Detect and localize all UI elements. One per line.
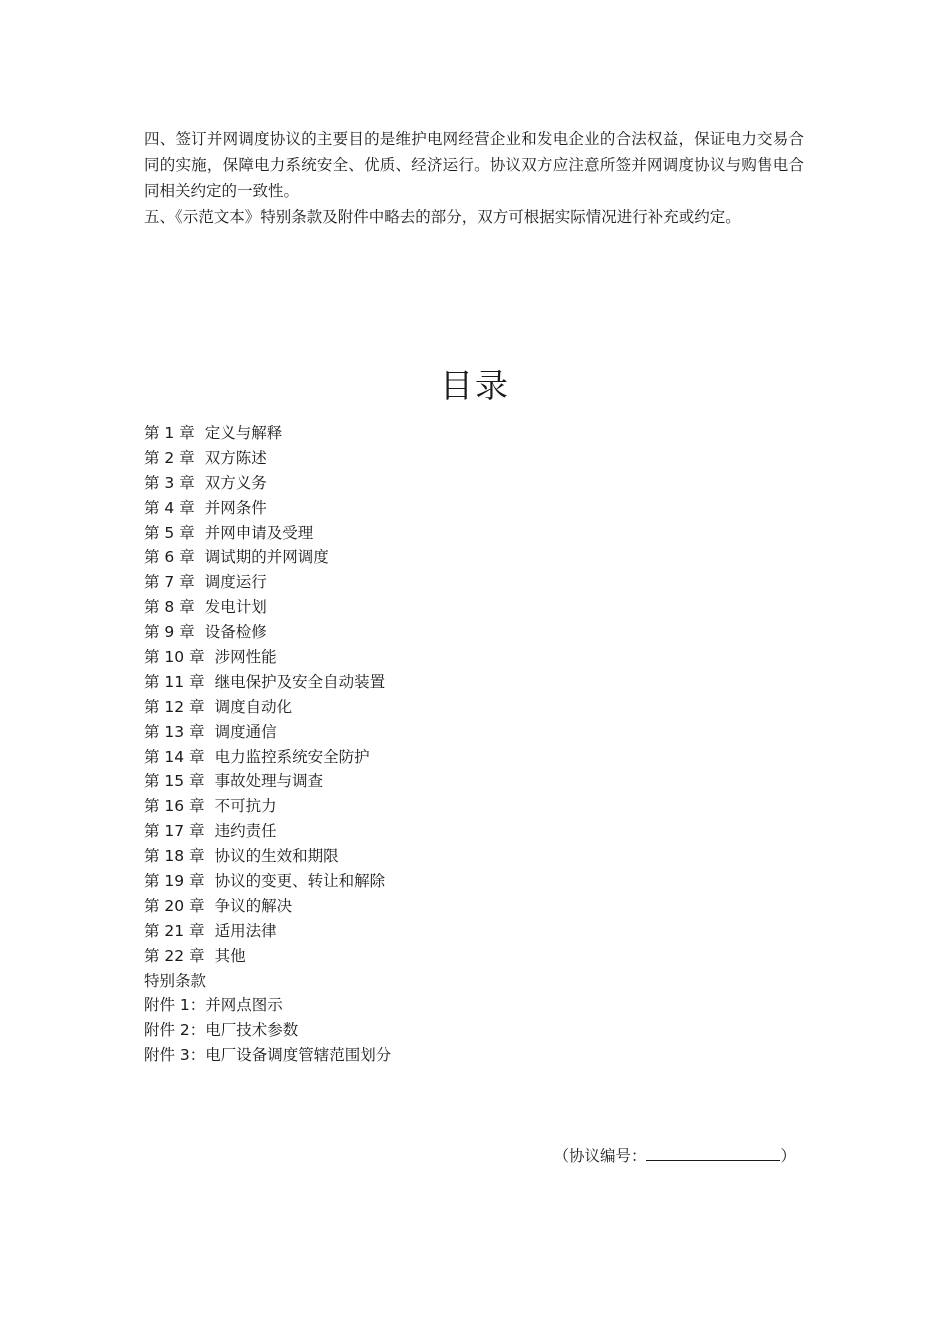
- toc-chapter-number: 第 15 章: [144, 772, 205, 791]
- toc-item-chapter-8: [144, 595, 391, 620]
- agreement-number-label: （协议编号：: [553, 1147, 647, 1165]
- toc-chapter-number: 第 14 章: [144, 747, 205, 766]
- toc-item-chapter-9: [144, 620, 391, 645]
- toc-chapter-title: 违约责任: [214, 822, 277, 841]
- toc-chapter-number: 第 1 章: [144, 424, 195, 442]
- toc-chapter-title: 协议的生效和期限: [214, 847, 339, 866]
- toc-chapter-title: 争议的解决: [214, 896, 293, 915]
- toc-item-chapter-3: [144, 471, 391, 496]
- toc-chapter-number: 第 13 章: [144, 722, 205, 741]
- toc-item-attachment-1: 附件 1：并网点图示: [144, 996, 283, 1015]
- toc-item-chapter-2: [144, 446, 391, 471]
- toc-item-chapter-14: [144, 745, 391, 770]
- toc-chapter-number: 第 10 章: [144, 648, 205, 667]
- toc-chapter-number: 第 22 章: [144, 946, 205, 965]
- toc-chapter-title: 发电计划: [204, 598, 267, 617]
- toc-item-attachment-2: 附件 2：电厂技术参数: [144, 1021, 299, 1040]
- toc-chapter-number: 第 8 章: [144, 598, 195, 617]
- toc-item-chapter-17: [144, 819, 391, 844]
- toc-chapter-number: 第 3 章: [144, 473, 195, 492]
- toc-chapter-number: 第 9 章: [144, 623, 195, 642]
- toc-chapter-title: 事故处理与调查: [214, 772, 324, 791]
- toc-chapter-title: 并网条件: [204, 498, 267, 517]
- toc-chapter-number: 第 20 章: [144, 896, 205, 915]
- toc-item-chapter-11: [144, 670, 391, 695]
- toc-chapter-title: 调度通信: [214, 722, 277, 741]
- toc-chapter-title: 设备检修: [204, 623, 267, 642]
- agreement-number-blank: [646, 1144, 780, 1161]
- toc-item-chapter-13: [144, 720, 391, 745]
- toc-chapter-title: 其他: [214, 946, 246, 965]
- toc-chapter-number: 第 11 章: [144, 672, 205, 691]
- toc-item-attachment-3: 附件 3：电厂设备调度管辖范围划分: [144, 1046, 392, 1065]
- toc-chapter-number: 第 12 章: [144, 697, 205, 716]
- intro-section: [144, 126, 804, 230]
- toc-item-special-terms: 特别条款: [144, 971, 207, 990]
- toc-item-chapter-10: [144, 645, 391, 670]
- intro-paragraph-4: 四、签订并网调度协议的主要目的是维护电网经营企业和发电企业的合法权益，保证电力交易合同的实施，保障电力系统安全、优质、经济运行。协议双方应注意所签并网调度协议与购售电合同相关约定的一致性。: [144, 130, 804, 200]
- toc-chapter-title: 调试期的并网调度: [204, 548, 329, 567]
- toc-item-chapter-16: [144, 794, 391, 819]
- toc-item-chapter-4: [144, 496, 391, 521]
- agreement-number-close: ）: [780, 1147, 796, 1165]
- toc-chapter-number: 第 17 章: [144, 822, 205, 841]
- toc-chapter-title: 不可抗力: [214, 797, 277, 816]
- toc-chapter-number: 第 7 章: [144, 573, 195, 592]
- toc-chapter-number: 第 18 章: [144, 847, 205, 866]
- toc-chapter-title: 电力监控系统安全防护: [214, 747, 370, 766]
- toc-item-chapter-15: [144, 769, 391, 794]
- toc-chapter-number: 第 2 章: [144, 448, 195, 467]
- toc-chapter-title: 定义与解释: [204, 424, 283, 442]
- toc-item-chapter-12: [144, 695, 391, 720]
- toc-chapter-number: 第 21 章: [144, 921, 205, 940]
- toc-item-chapter-21: [144, 919, 391, 944]
- toc-item-chapter-22: [144, 944, 391, 969]
- toc-chapter-title: 适用法律: [214, 921, 277, 940]
- toc-chapter-number: 第 5 章: [144, 523, 195, 542]
- toc-item-chapter-6: [144, 545, 391, 570]
- toc-chapter-title: 双方陈述: [204, 448, 267, 467]
- toc-chapter-title: 协议的变更、转让和解除: [214, 872, 386, 891]
- toc-chapter-number: 第 19 章: [144, 872, 205, 891]
- toc-item-chapter-7: [144, 570, 391, 595]
- toc-list: [144, 421, 391, 1068]
- toc-chapter-title: 双方义务: [204, 473, 267, 492]
- toc-title: 目录: [440, 366, 510, 405]
- toc-item-chapter-5: [144, 521, 391, 546]
- toc-chapter-title: 继电保护及安全自动装置: [214, 672, 386, 691]
- intro-paragraph-5: 五、《示范文本》特别条款及附件中略去的部分，双方可根据实际情况进行补充或约定。: [144, 208, 741, 226]
- toc-chapter-number: 第 16 章: [144, 797, 205, 816]
- toc-chapter-number: 第 4 章: [144, 498, 195, 517]
- toc-item-chapter-19: [144, 869, 391, 894]
- toc-item-chapter-1: [144, 421, 391, 446]
- toc-chapter-title: 调度运行: [204, 573, 267, 592]
- toc-item-chapter-20: [144, 894, 391, 919]
- toc-item-chapter-18: [144, 844, 391, 869]
- agreement-number-line: [553, 1144, 796, 1168]
- toc-chapter-number: 第 6 章: [144, 548, 195, 567]
- toc-chapter-title: 涉网性能: [214, 648, 277, 667]
- toc-chapter-title: 并网申请及受理: [204, 523, 314, 542]
- toc-chapter-title: 调度自动化: [214, 697, 293, 716]
